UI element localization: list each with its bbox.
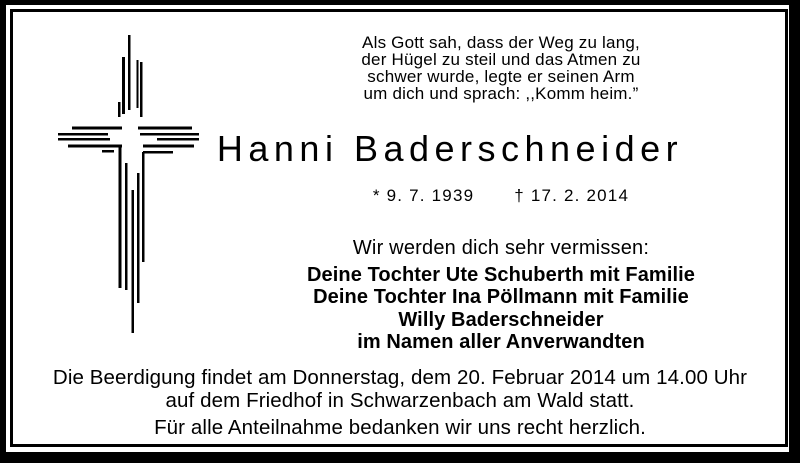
farewell-intro: Wir werden dich sehr vermissen: (352, 237, 650, 259)
death-date: † 17. 2. 2014 (514, 186, 630, 205)
funeral-info-line: Die Beerdigung findet am Donnerstag, dem 20. Februar 2014 um 14.00 Uhr (52, 366, 748, 389)
birth-date: * 9. 7. 1939 (372, 186, 475, 205)
mourner-line: Deine Tochter Ina Pöllmann mit Familie (313, 286, 689, 309)
epigraph-line: der Hügel zu steil und das Atmen zu (361, 50, 641, 69)
funeral-info (0, 366, 800, 412)
funeral-info-line: auf dem Friedhof in Schwarzenbach am Wald statt. (165, 389, 635, 412)
mourner-line: im Namen aller Anverwandten (357, 330, 645, 353)
epigraph-verse (240, 34, 762, 102)
life-dates (240, 186, 762, 206)
epigraph-line: Als Gott sah, dass der Weg zu lang, (362, 33, 640, 52)
epigraph-line: schwer wurde, legte er seinen Arm (367, 67, 635, 86)
epigraph-line: um dich und sprach: ,,Komm heim.” (363, 84, 639, 103)
mourner-line: Deine Tochter Ute Schuberth mit Familie (306, 264, 696, 286)
memorial-cross-icon (52, 28, 200, 348)
deceased-name: Hanni Baderschneider (216, 128, 684, 169)
mourner-line: Willy Baderschneider (398, 308, 604, 331)
mourners-list (240, 264, 762, 353)
thanks-line: Für alle Anteilnahme bedanken wir uns recht herzlich. (154, 416, 646, 439)
memorial-cross (52, 28, 200, 348)
